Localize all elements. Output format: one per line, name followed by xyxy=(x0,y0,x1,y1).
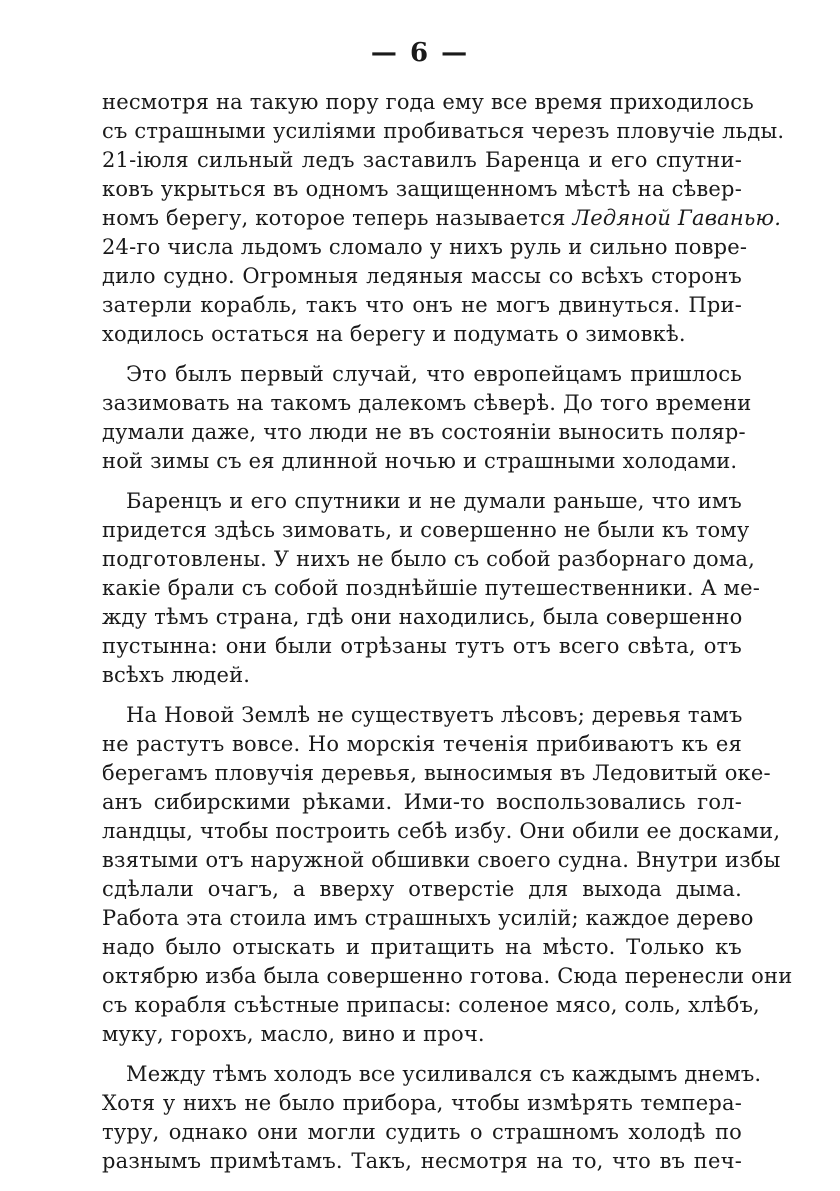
text-line: туру, однако они могли судить о страшномъ холодѣ по xyxy=(102,1120,742,1144)
text-line: думали даже, что люди не въ состояніи выносить поляр- xyxy=(102,420,746,444)
paragraph xyxy=(102,360,752,476)
text-line: жду тѣмъ страна, гдѣ они находились, была совершенно xyxy=(102,605,743,629)
text-line: ходилось остаться на берегу и подумать о зимовкѣ. xyxy=(102,322,686,346)
text-line: октябрю изба была совершенно готова. Сюда перенесли они xyxy=(102,964,793,988)
text-line: сдѣлали очагъ, а вверху отверстіе для выхода дыма. xyxy=(102,877,742,901)
text-line-with-italic xyxy=(102,204,782,233)
body-text xyxy=(102,88,793,1187)
text-line: муку, горохъ, масло, вино и проч. xyxy=(102,1022,485,1046)
text-line: разнымъ примѣтамъ. Такъ, несмотря на то, что въ печ- xyxy=(102,1149,742,1173)
text-line: съ страшными усиліями пробиваться черезъ пловучіе льды. xyxy=(102,119,785,143)
italic-place-name: Ледяной Гаванью. xyxy=(572,206,782,230)
text-line: ковъ укрыться въ одномъ защищенномъ мѣстѣ на сѣвер- xyxy=(102,177,742,201)
text-line: пустынна: они были отрѣзаны тутъ отъ всего свѣта, отъ xyxy=(102,634,742,658)
text-line: несмотря на такую пору года ему все время приходилось xyxy=(102,90,754,114)
text-line: На Новой Землѣ не существуетъ лѣсовъ; деревья тамъ xyxy=(126,703,743,727)
text-line: дило судно. Огромныя ледяныя массы со всѣхъ сторонъ xyxy=(102,264,742,288)
text-line: какіе брали съ собой позднѣйшіе путешественники. А ме- xyxy=(102,576,761,600)
text-line: взятыми отъ наружной обшивки своего судна. Внутри избы xyxy=(102,848,781,872)
page-number: — 6 — xyxy=(370,38,470,68)
paragraph xyxy=(102,1060,762,1176)
text-line-start: номъ берегу, которое теперь называется xyxy=(102,206,566,230)
text-line: съ корабля съѣстные припасы: соленое мясо, соль, хлѣбъ, xyxy=(102,993,760,1017)
text-line: ландцы, чтобы построить себѣ избу. Они обили ее досками, xyxy=(102,819,781,843)
text-line: Хотя у нихъ не было прибора, чтобы измѣрять темпера- xyxy=(102,1091,742,1115)
text-line: Это былъ первый случай, что европейцамъ пришлось xyxy=(126,362,742,386)
text-line: всѣхъ людей. xyxy=(102,663,251,687)
text-line: берегамъ пловучія деревья, выносимыя въ Ледовитый оке- xyxy=(102,761,771,785)
text-line: анъ сибирскими рѣками. Ими-то воспользовались гол- xyxy=(102,790,742,814)
paragraph xyxy=(102,88,785,349)
text-line: 21-іюля сильный ледъ заставилъ Баренца и его спутни- xyxy=(102,148,742,172)
text-line: Работа эта стоила имъ страшныхъ усилій; каждое дерево xyxy=(102,906,754,930)
paragraph xyxy=(102,487,761,690)
text-line: Между тѣмъ холодъ все усиливался съ каждымъ днемъ. xyxy=(126,1062,762,1086)
text-line: придется здѣсь зимовать, и совершенно не были къ тому xyxy=(102,518,750,542)
text-line: подготовлены. У нихъ не было съ собой разборнаго дома, xyxy=(102,547,756,571)
text-line: ной зимы съ ея длинной ночью и страшными холодами. xyxy=(102,449,738,473)
paragraph xyxy=(102,701,793,1049)
text-line: 24-го числа льдомъ сломало у нихъ руль и сильно повре- xyxy=(102,235,748,259)
text-line: затерли корабль, такъ что онъ не могъ двинуться. При- xyxy=(102,293,742,317)
text-line: не растутъ вовсе. Но морскія теченія прибиваютъ къ ея xyxy=(102,732,742,756)
text-line: надо было отыскать и притащить на мѣсто. Только къ xyxy=(102,935,742,959)
text-line: Баренцъ и его спутники и не думали раньше, что имъ xyxy=(126,489,742,513)
text-line: зазимовать на такомъ далекомъ сѣверѣ. До того времени xyxy=(102,391,752,415)
